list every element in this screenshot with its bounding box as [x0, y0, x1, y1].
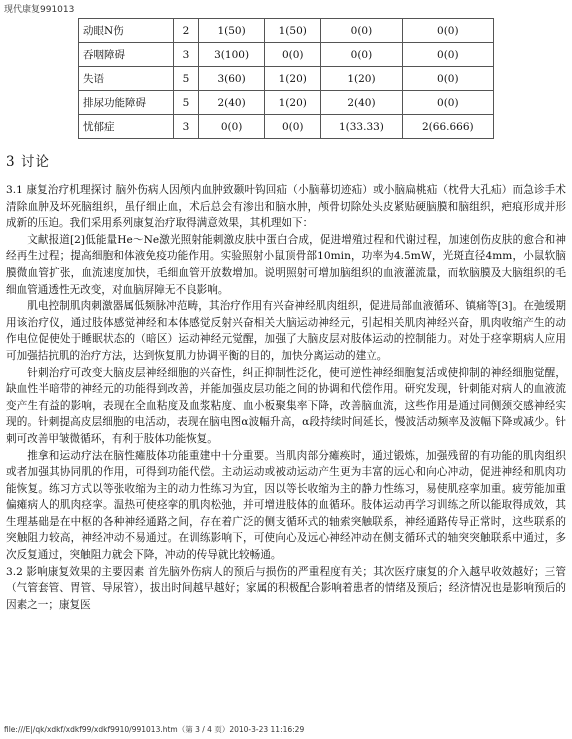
table-cell: 5 — [174, 67, 199, 91]
table-cell: 2(40) — [199, 91, 265, 115]
table-row — [79, 43, 494, 67]
table-cell: 1(20) — [321, 67, 402, 91]
table-cell: 1(20) — [265, 67, 321, 91]
paragraph: 3.1 康复治疗机理探讨 脑外伤病人因颅内血肿致颞叶钩回疝（小脑幕切迹疝）或小脑扁桃疝（枕骨大孔疝）而急诊手术清除血肿及坏死脑组织，虽仔细止血，术后总会有渗出和脑水肿，颅骨切除处头皮紧贴硬脑膜和脑组织，疤痕形成并形成新的压迫。我们采用系列康复治疗取得满意效果，其机理如下： — [6, 184, 566, 230]
table-cell: 0(0) — [265, 43, 321, 67]
table-cell: 3(100) — [199, 43, 265, 67]
table-cell: 0(0) — [402, 91, 493, 115]
table-cell: 失语 — [79, 67, 174, 91]
table-cell: 1(20) — [265, 91, 321, 115]
table-cell: 吞咽障碍 — [79, 43, 174, 67]
paragraph: 针刺治疗可改变大脑皮层神经细胞的兴奋性，纠正抑制性泛化，使可逆性神经细胞复活或使抑制的神经细胞觉醒，缺血性半暗带的神经元的功能得到改善，并能加强皮层功能之间的协调和代偿作用。研究发现，针刺能对病人的血液流变产生有益的影响，表现在全血粘度及血浆粘度、血小板聚集率下降，改善脑血流，这些作用是通过同侧颈交感神经实现的。针刺提高皮层细胞的电活动，表现在脑电图α波幅升高，α段持续时间延长，慢波活动频率及波幅下降或减少。针刺可改善甲皱微循环，有利于肢体功能恢复。 — [6, 366, 566, 445]
outcome-table — [78, 18, 494, 139]
section-title: 3 讨论 — [6, 154, 50, 170]
table-cell: 0(0) — [199, 115, 265, 139]
table-cell: 2(40) — [321, 91, 402, 115]
article-body — [6, 182, 566, 613]
table-cell: 5 — [174, 91, 199, 115]
paragraph: 文献报道[2]低能量He～Ne激光照射能刺激皮肤中蛋白合成，促进增殖过程和代谢过程，加速创伤皮肤的愈合和神经再生过程；提高细胞和体液免疫功能作用。实验照射小鼠顶骨部10min，功率为4.5mW，光斑直径4mm，小鼠软脑膜微血管扩张，血流速度加快，毛细血管开放数增加。说明照射可增加脑组织的血液灌流量，而软脑膜及大脑组织的毛细血管通透性无改变，对血脑屏障无不良影响。 — [6, 233, 566, 296]
table-cell: 3 — [174, 115, 199, 139]
table-cell: 0(0) — [265, 115, 321, 139]
table-cell: 1(50) — [199, 19, 265, 43]
table-cell: 忧郁症 — [79, 115, 174, 139]
paragraph: 推拿和运动疗法在脑性瘫肢体功能重建中十分重要。当肌肉部分瘫痪时，通过锻炼，加强残留的有功能的肌肉组织或者加强其协同肌的作用，可得到功能代偿。主动运动或被动运动产生更为丰富的远心和向心冲动，促进神经和肌肉功能恢复。练习方式以等张收缩为主的动力性练习为宜，因以等长收缩为主的静力性练习，易使肌痉挛加重。疲劳能加重偏瘫病人的肌肉痉挛。温热可使痉挛的肌肉松弛，并可增进肢体的血循环。肢体运动再学习训练之所以能取得成效，其生理基础是在中枢的各种神经通路之间，存在着广泛的侧支循环式的轴索突触联系，神经通路传导正常时，这些联系的突触阻力较高，神经冲动不易通过。在训练影响下，可使向心及远心神经冲动在侧支循环式的轴突突触联系中通过，多次反复通过，突触阻力就会下降，冲动的传导就比较畅通。 — [6, 449, 566, 562]
table-cell: 2 — [174, 19, 199, 43]
table-cell: 1(33.33) — [321, 115, 402, 139]
table-row — [79, 115, 494, 139]
table-cell: 排尿功能障碍 — [79, 91, 174, 115]
table-cell: 0(0) — [321, 43, 402, 67]
table-cell: 2(66.666) — [402, 115, 493, 139]
table-row — [79, 67, 494, 91]
table-cell: 0(0) — [402, 43, 493, 67]
table-row — [79, 91, 494, 115]
paragraph: 3.2 影响康复效果的主要因素 首先脑外伤病人的预后与损伤的严重程度有关；其次医疗康复的介入越早收效越好；三管（气管套管、胃管、导尿管），拔出时间越早越好；家属的积极配合影响着患者的情绪及预后；经济情况也是影响预后的因素之一；康复医 — [6, 565, 566, 611]
table-cell: 0(0) — [321, 19, 402, 43]
table-cell: 0(0) — [402, 67, 493, 91]
page-footer-url: file:///E|/qk/xdkf/xdkf99/xdkf9910/991013.htm（第 3 / 4 页）2010-3-23 11:16:29 — [4, 725, 305, 734]
page-header: 现代康复991013 — [4, 5, 75, 15]
table-cell: 0(0) — [402, 19, 493, 43]
table-cell: 1(50) — [265, 19, 321, 43]
table-cell: 动眼N伤 — [79, 19, 174, 43]
table-row — [79, 19, 494, 43]
table-cell: 3 — [174, 43, 199, 67]
table-cell: 3(60) — [199, 67, 265, 91]
paragraph: 肌电控制肌肉刺激器属低频脉冲范畴，其治疗作用有兴奋神经肌肉组织，促进局部血液循环、镇痛等[3]。在弛缓期用该治疗仪，通过肢体感觉神经和本体感觉反射兴奋相关大脑运动神经元，引起相关肌肉神经兴奋，肌肉收缩产生的动作电位促使处于睡眠状态的（暗区）运动神经元觉醒，加强了大脑皮层对肢体运动的控制能力。对处于痉挛期病人应用可加强拮抗肌的治疗方法，达到恢复肌力协调平衡的目的，加快分离运动的建立。 — [6, 300, 566, 362]
